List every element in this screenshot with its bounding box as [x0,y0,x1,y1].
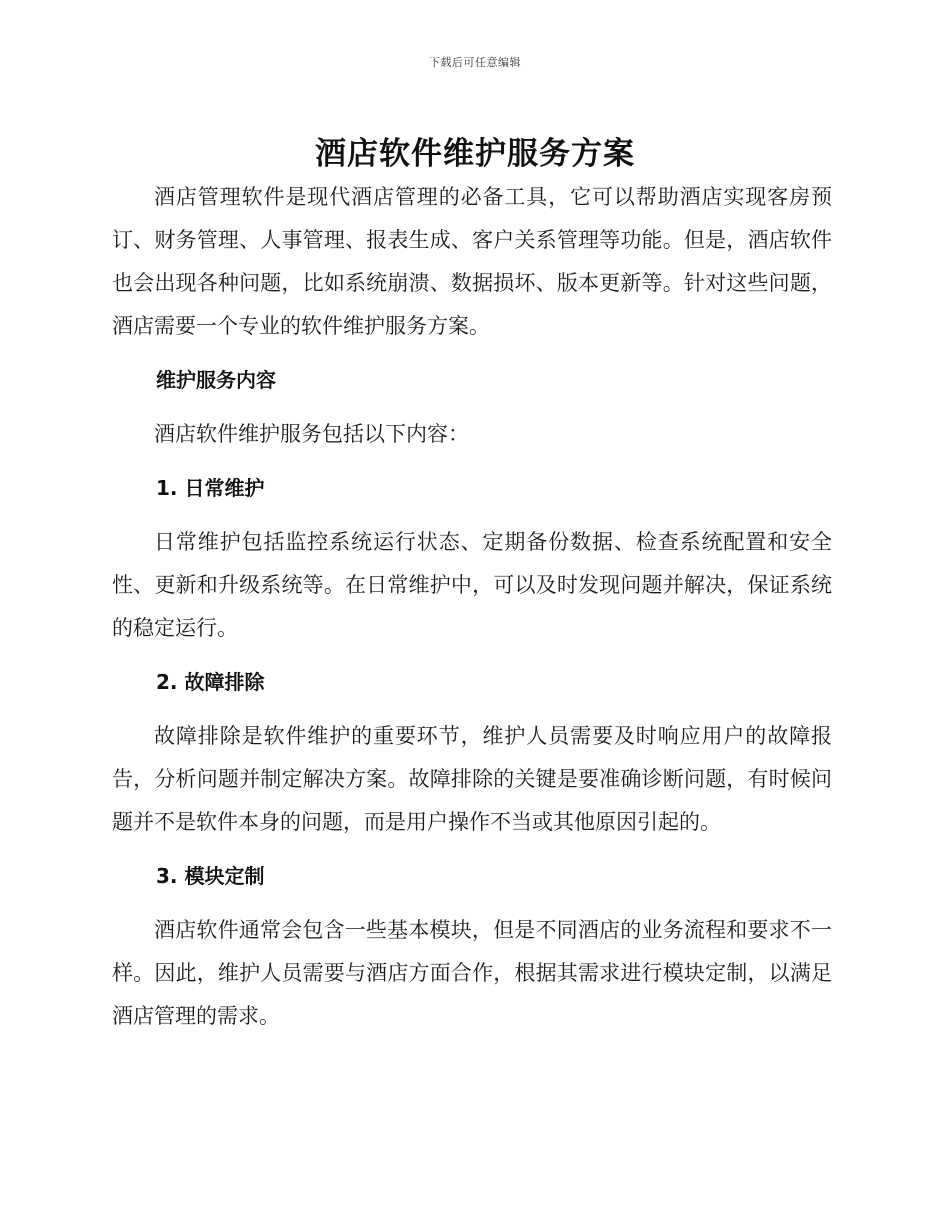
document-title: 酒店软件维护服务方案 [315,136,635,172]
daily-maintenance-paragraph: 日常维护包括监控系统运行状态、定期备份数据、检查系统配置和安全性、更新和升级系统等。在日常维护中，可以及时发现问题并解决，保证系统的稳定运行。 [112,530,832,640]
section-heading-module-customization: 3. 模块定制 [156,864,265,888]
section-heading-service-content: 维护服务内容 [156,368,276,392]
header-note: 下载后可任意编辑 [429,56,521,69]
document-body [112,176,832,1049]
section-heading-troubleshooting: 2. 故障排除 [156,670,265,694]
module-customization-paragraph: 酒店软件通常会包含一些基本模块，但是不同酒店的业务流程和要求不一样。因此，维护人员需要与酒店方面合作，根据其需求进行模块定制，以满足酒店管理的需求。 [112,918,832,1028]
intro-paragraph: 酒店管理软件是现代酒店管理的必备工具，它可以帮助酒店实现客房预订、财务管理、人事管理、报表生成、客户关系管理等功能。但是，酒店软件也会出现各种问题，比如系统崩溃、数据损坏、版本更新等。针对这些问题，酒店需要一个专业的软件维护服务方案。 [112,185,832,338]
section-heading-daily-maintenance: 1. 日常维护 [156,476,265,500]
service-content-paragraph: 酒店软件维护服务包括以下内容： [154,422,469,446]
troubleshooting-paragraph: 故障排除是软件维护的重要环节，维护人员需要及时响应用户的故障报告，分析问题并制定解决方案。故障排除的关键是要准确诊断问题，有时候问题并不是软件本身的问题，而是用户操作不当或其他原因引起的。 [112,724,832,834]
